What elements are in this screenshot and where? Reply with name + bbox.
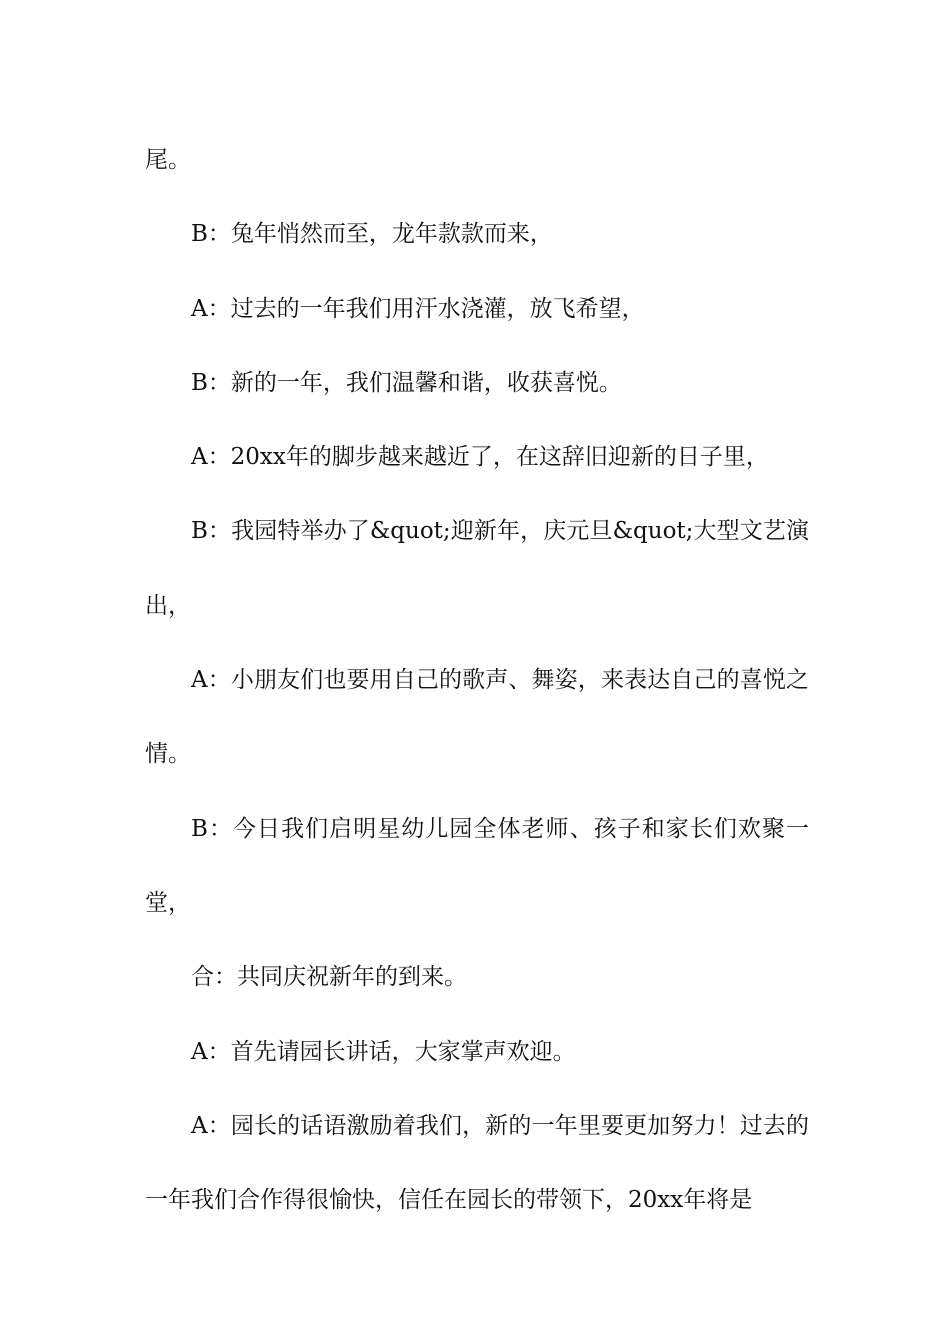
- paragraph-b-new-year: B：新的一年，我们温馨和谐，收获喜悦。: [191, 369, 622, 396]
- paragraph-b-performance: B：我园特举办了&quot;迎新年，庆元旦&quot;大型文艺演出，: [145, 518, 809, 619]
- paragraph-a-children: A：小朋友们也要用自己的歌声、舞姿，来表达自己的喜悦之情。: [145, 667, 809, 768]
- paragraph-a-principal-words: A：园长的话语激励着我们，新的一年里要更加努力！过去的一年我们合作得很愉快，信任在园长的带领下，20xx年将是: [145, 1112, 809, 1214]
- paragraph-together-celebrate: 合：共同庆祝新年的到来。: [191, 964, 467, 991]
- paragraph-b-rabbit-year: B：兔年悄然而至，龙年款款而来，: [191, 221, 553, 248]
- paragraph-a-principal-speech: A：首先请园长讲话，大家掌声欢迎。: [191, 1038, 576, 1065]
- document-body: [145, 123, 809, 1237]
- paragraph-a-past-year: A：过去的一年我们用汗水浇灌，放飞希望，: [191, 295, 645, 322]
- paragraph-a-footsteps: A：20xx年的脚步越来越近了，在这辞旧迎新的日子里，: [191, 444, 769, 471]
- paragraph-b-gathering: B：今日我们启明星幼儿园全体老师、孩子和家长们欢聚一堂，: [145, 815, 809, 916]
- paragraph-continuation: 尾。: [145, 147, 191, 173]
